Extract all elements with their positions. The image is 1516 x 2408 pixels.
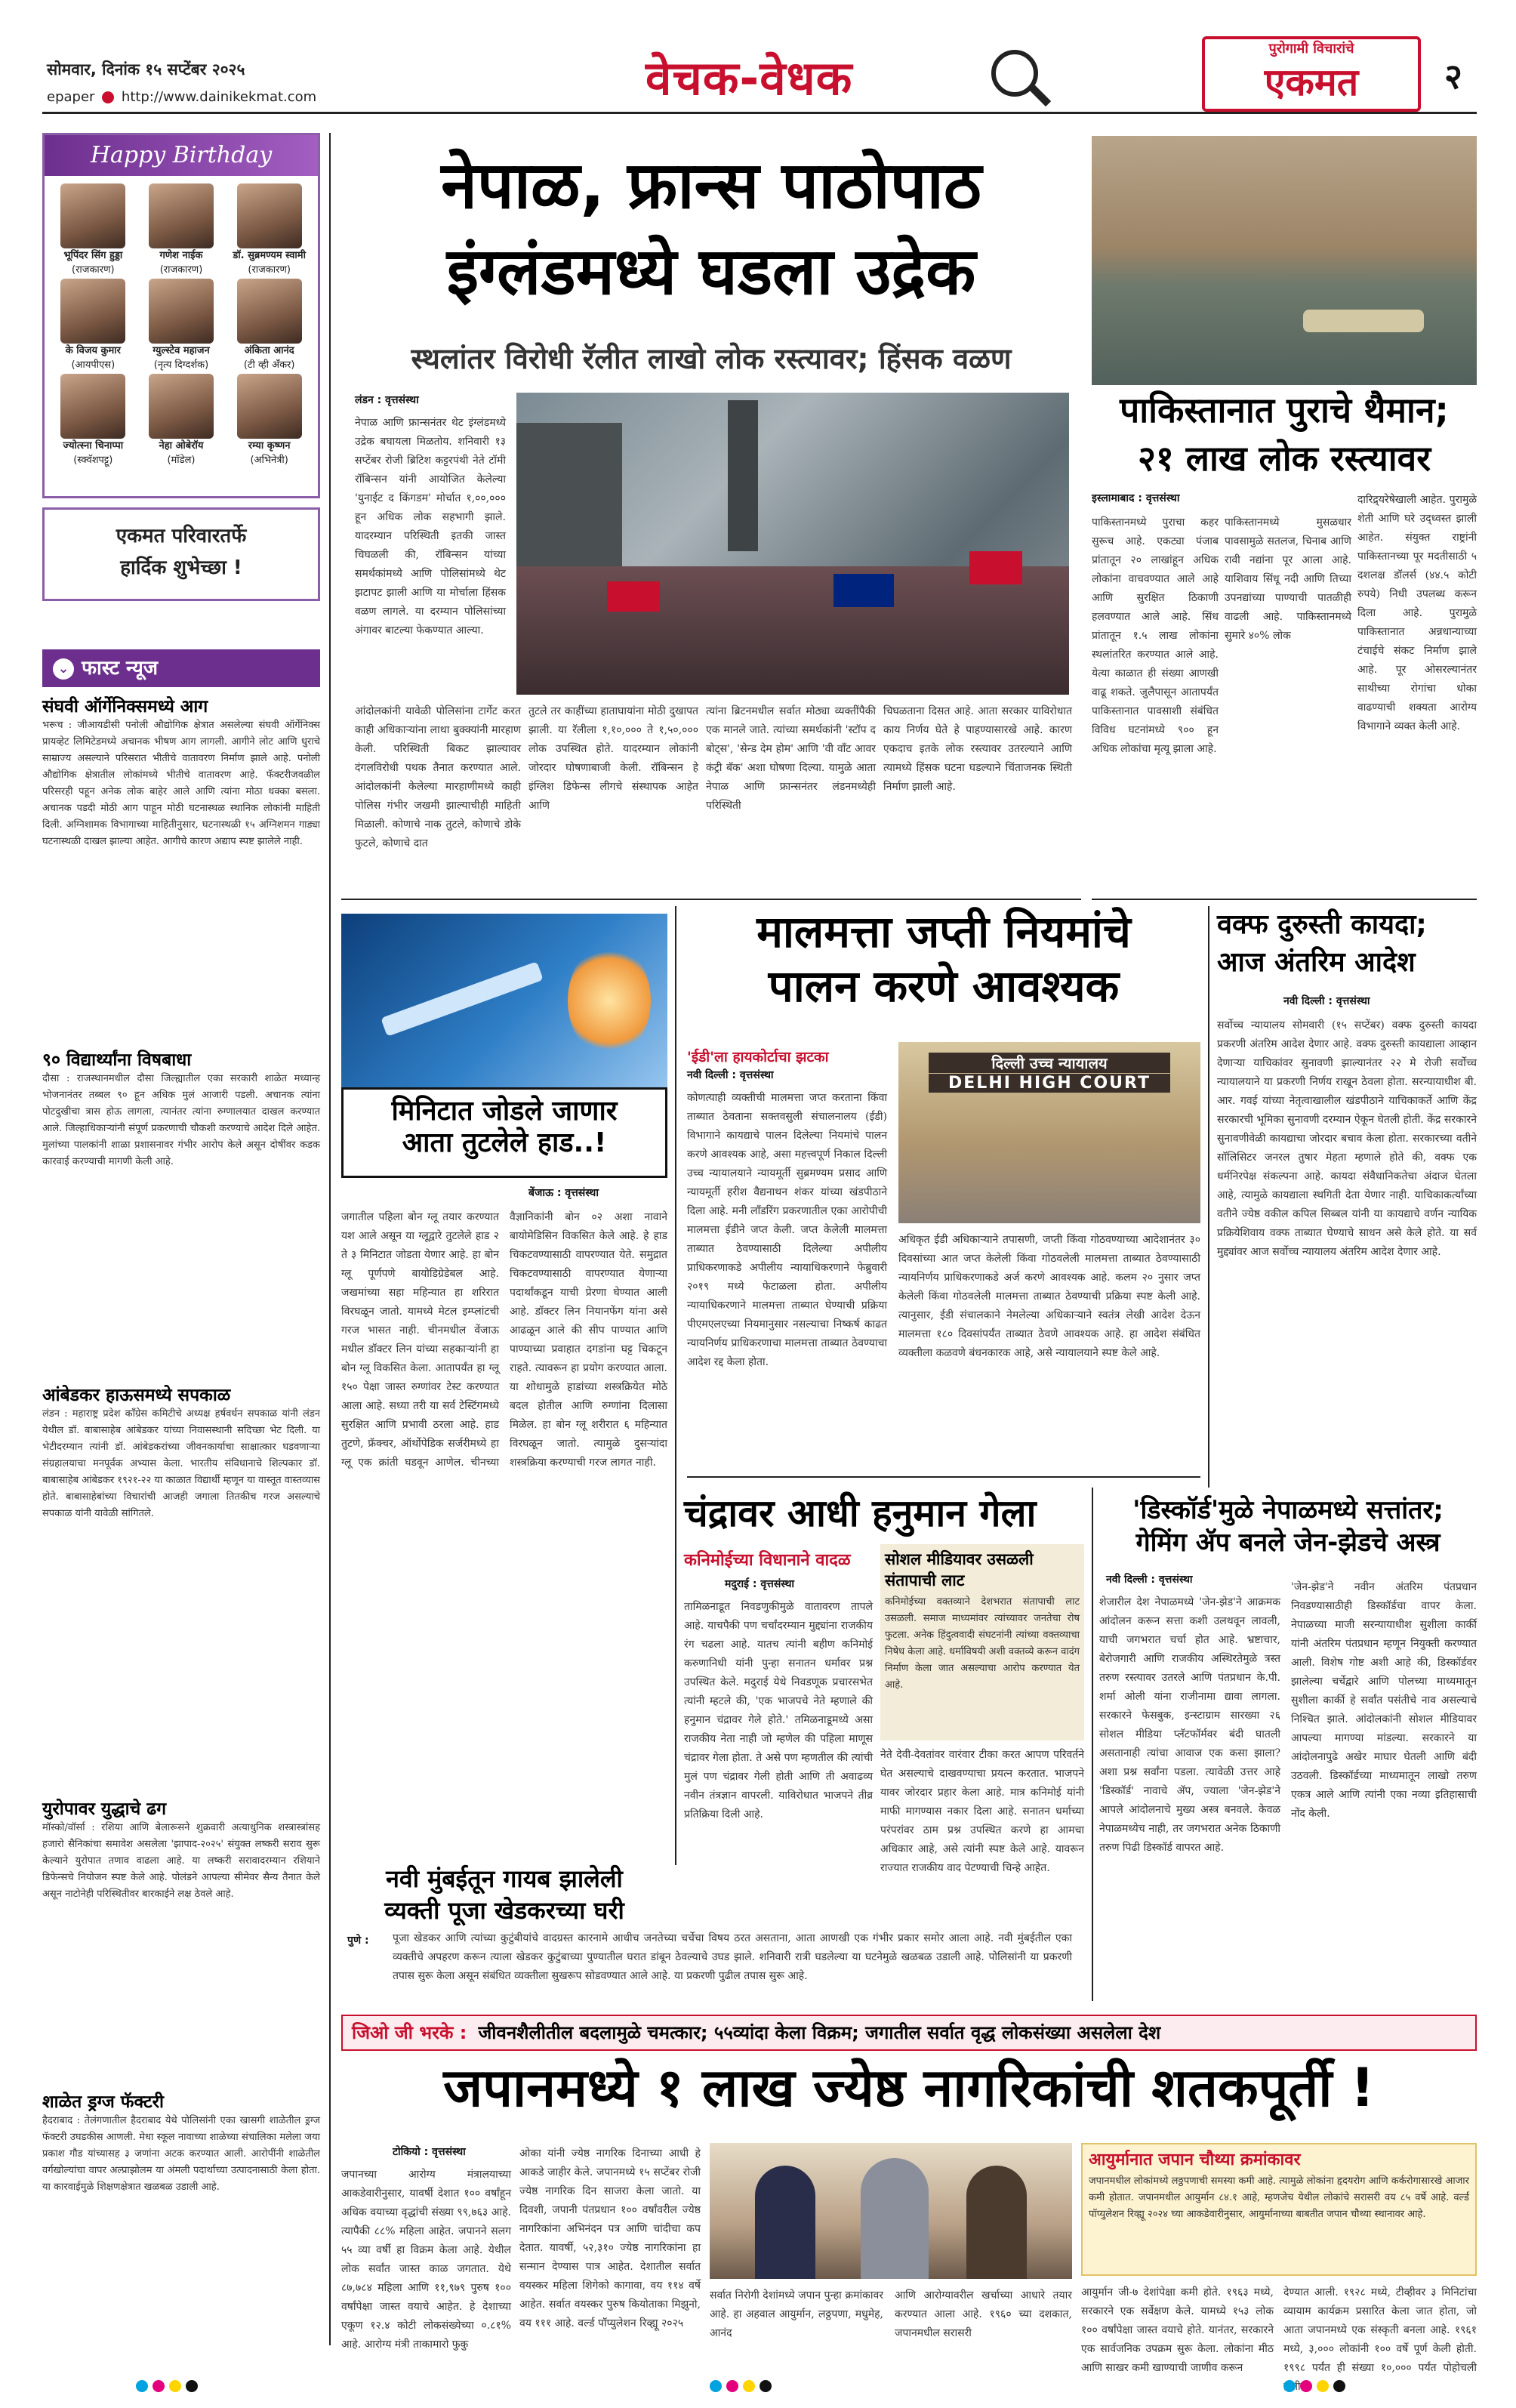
home-icon — [102, 91, 114, 103]
bone-divider — [675, 906, 676, 1865]
pooja-headline-line-2: व्यक्ती पूजा खेडकरच्या घरी — [384, 1896, 624, 1925]
flag-red — [607, 581, 660, 612]
page-number: २ — [1444, 56, 1462, 97]
discord-headline-line-2: गेमिंग ॲप बनले जेन-झेडचे अस्त्र — [1135, 1528, 1441, 1558]
person-name: डॉ. सुब्रमण्यम स्वामी — [233, 250, 306, 261]
court-photo — [898, 1042, 1200, 1223]
wish-line-2: हार्दिक शुभेच्छा ! — [120, 557, 242, 579]
discord-col-1: शेजारील देश नेपाळमध्ये 'जेन-झेड'ने आक्रमक आंदोलन करून सत्ता कशी उलथवून लावली, याची जगभरात चर्चा होत आहे. भ्रष्टाचार, बेरोजगारी आणि राजकीय अस्थिरतेमुळे त्रस्त तरुण रस्त्यावर उतरले आणि पंतप्रधान के.पी. शर्मा ओली यांना राजीनामा द्यावा लागला. सरकारने फेसबुक, इन्स्टाग्राम सारख्या २६ सोशल मीडिया प्लॅटफॉर्मवर बंदी घातली असतानाही त्यांचा आवाज एक कसा झाला? अशा प्रश्न सर्वांना पडला. त्यावेळी उत्तर आहे 'डिस्कॉर्ड' नावाचे ॲप, ज्याला 'जेन-झेड'ने आपले आंदोलनाचे मुख्य अस्त्र बनवले. केवळ नेपाळमध्येच नाही, तर जगभरात अनेक ठिकाणी तरुण पिढी डिस्कॉर्ड वापरत आहे. — [1099, 1596, 1280, 1854]
pakistan-headline-line-1: पाकिस्तानात पुराचे थैमान; — [1120, 390, 1449, 430]
birthday-person — [51, 374, 136, 467]
pooja-dateline: पुणे : — [347, 1935, 369, 1947]
property-kicker: 'ईडी'ला हायकोर्टाचा झटका — [687, 1049, 829, 1065]
news-item-body: लंडन : महाराष्ट्र प्रदेश काँग्रेस कमिटीचे अध्यक्ष हर्षवर्धन सपकाळ यांनी लंडन येथील डॉ. बाबासाहेब आंबेडकर यांच्या निवासस्थानी सदिच्छा भेट दिली. या भेटीदरम्यान त्यांनी डॉ. आंबेडकरांच्या जीवनकार्याचा साक्षात्कार घडवणाऱ्या संग्रहालयाचा मनपूर्वक अभ्यास केला. भारतीय संविधानाचे शिल्पकार डॉ. बाबासाहेब आंबेडकर १९२१-२२ या काळात विद्यार्थी म्हणून या वास्तूत वास्तव्यास होते. बाबासाहेबांच्या विचारांची आजही जगाला तितकीच गरज असल्याचे सपकाळ यांनी यावेळी सांगितले. — [42, 1408, 320, 1519]
pakistan-dateline: इस्लामाबाद : वृत्तसंस्था — [1092, 492, 1180, 504]
news-item — [42, 1047, 320, 1376]
lead-col-1: नेपाळ आणि फ्रान्सनंतर थेट इंग्लंडमध्ये उद्रेक बघायला मिळतोय. शनिवारी १३ सप्टेंबर रोजी ब्रिटिश कट्टरपंथी नेते टॉमी रॉबिन्सन यांनी आयोजित केलेल्या 'युनाईट द किंगडम' मोर्चात १,००,००० हून अधिक लोक सहभागी झाले. यादरम्यान परिस्थिती इतकी जास्त चिघळली की, रॉबिन्सन यांच्या समर्थकांमध्ये आणि पोलिसांमध्ये थेट झटापट झाली आणि या मोर्चाला हिंसक वळण लागले. या दरम्यान पोलिसांच्या अंगावर बाटल्या फेकण्यात आल्या. — [355, 417, 506, 637]
wish-line-1: एकमत परिवारतर्फे — [116, 525, 247, 547]
news-item — [42, 2089, 320, 2338]
property-headline-line-2: पालन करणे आवश्यक — [768, 960, 1120, 1012]
birthday-wish — [42, 507, 320, 601]
japan-col-2: ओका यांनी ज्येष्ठ नागरिक दिनाच्या आधी हे आकडे जाहीर केले. जपानमध्ये १५ सप्टेंबर रोजी ज्येष्ठ नागरिक दिन साजरा केला जातो. या दिवशी, जपानी पंतप्रधान १०० वर्षांवरील ज्येष्ठ नागरिकांना अभिनंदन पत्र आणि चांदीचा कप देतात. यावर्षी, ५२,३१० ज्येष्ठ नागरिकांना हा सन्मान देण्यास पात्र आहेत. देशातील सर्वात वयस्कर महिला शिगेको कागावा, वय ११४ वर्षे आहेत. सर्वात वयस्कर पुरुष कियोताका मिझुनो, वय १११ आहे. वर्ल्ड पॉप्युलेशन रिव्ह्यू २०२५ — [519, 2147, 701, 2329]
color-dot-black — [1333, 2380, 1345, 2392]
bone-dateline: बेंजाऊ : वृत्तसंस्था — [528, 1187, 599, 1199]
discord-dateline: नवी दिल्ली : वृत्तसंस्था — [1106, 1574, 1193, 1586]
parliament-silhouette — [516, 423, 622, 589]
person-name: गणेश नाईक — [159, 250, 203, 261]
birthday-person — [226, 183, 312, 277]
birthday-person — [51, 279, 136, 372]
lead-dateline: लंडन : वृत्तसंस्था — [355, 394, 419, 406]
bone-headline-line-2: आता तुटलेले हाड..! — [402, 1127, 607, 1159]
avatar — [149, 279, 214, 344]
property-headline-line-1: मालमत्ता जप्ती नियमांचे — [756, 906, 1131, 957]
discord-headline-line-1: 'डिस्कॉर्ड'मुळे नेपाळमध्ये सत्तांतर; — [1132, 1495, 1444, 1525]
pakistan-col-1: पाकिस्तानमध्ये पुराचा कहर सुरूच आहे. एकट्या पंजाब प्रांतातून २० लाखांहून अधिक लोकांना वाचवण्यात आले आहे आणि सुरक्षित ठिकाणी हलवण्यात आले आहे. सिंध प्रांतातून १.५ लाख लोकांना स्थलांतरित करण्यात आले आहे. येत्या काळात ही संख्या आणखी वाढू शकते. जुलैपासून आतापर्यंत पाकिस्तानात पावसाशी संबंधित विविध घटनांमध्ये ९०० हून अधिक लोकांचा मृत्यू झाला आहे. — [1092, 516, 1219, 755]
property-col-2: अधिकृत ईडी अधिकाऱ्याने तपासणी, जप्ती किंवा गोठवण्याच्या आदेशानंतर ३० दिवसांच्या आत जप्त केलेली किंवा गोठवलेली मालमत्ता ताब्यात ठेवण्यासाठी न्यायनिर्णय प्राधिकरणाकडे अर्ज करणे आवश्यक आहे. कलम २० नुसार जप्त केलेली किंवा गोठवलेली मालमत्ता ताब्यात ठेवण्याची प्रक्रिया स्पष्ट केली आहे. त्यानुसार, ईडी संचालकाने नेमलेल्या अधिकाऱ्याने स्वतंत्र लेखी आदेश देऊन मालमत्ता १८० दिवसांपर्यंत ताब्यात ठेवणे आवश्यक आहे. हा आदेश संबंधित व्यक्तीला कळवणे बंधनकारक आहे, असे न्यायालयाने स्पष्ट केले आहे. — [898, 1234, 1200, 1359]
avatar — [60, 279, 125, 344]
registration-marks-right — [1283, 2380, 1350, 2395]
court-sign-hi: दिल्ली उच्च न्यायालय — [929, 1053, 1170, 1073]
masthead-box — [1202, 36, 1421, 112]
color-dot-cyan — [1283, 2380, 1296, 2392]
japan-strip — [341, 2015, 1477, 2051]
avatar — [60, 374, 125, 439]
fast-news-list — [42, 693, 320, 2354]
avatar — [149, 183, 214, 248]
person-name: रम्या कृष्णन — [248, 440, 291, 452]
japan-col-4: आणि आरोग्यावरील खर्चाच्या आधारे तयार करण्यात आला आहे. १९६० च्या दशकात, जपानमधील सरासरी — [895, 2289, 1072, 2339]
registration-marks-left — [136, 2380, 202, 2395]
registration-marks-center — [710, 2380, 776, 2395]
pooja-body: पूजा खेडकर आणि त्यांच्या कुटुंबीयांचे वादग्रस्त कारनामे आधीच जनतेच्या चर्चेचा विषय ठरत असताना, आता आणखी एक गंभीर प्रकार समोर आला आहे. नवी मुंबईतील एका व्यक्तीचे अपहरण करून त्याला खेडकर कुटुंबाच्या पुण्यातील घरात डांबून ठेवल्याचे उघड झाले. शनिवारी रात्री घडलेल्या या घटनेमुळे खळबळ उडाली आहे. पोलिसांनी या प्रकरणी तपास सुरू केला असून संबंधित व्यक्तीला सुखरूप सोडवण्यात आले आहे. या प्रकरणी पुढील तपास सुरू आहे. — [393, 1932, 1072, 1982]
japan-headline: जपानमध्ये १ लाख ज्येष्ठ नागरिकांची शतकपूर्ती ! — [443, 2057, 1375, 2119]
waqf-body: सर्वोच्च न्यायालय सोमवारी (१५ सप्टेंबर) वक्फ दुरुस्ती कायदा प्रकरणी अंतरिम आदेश देणार आहे. वक्फ दुरुस्ती कायद्याला आव्हान देणाऱ्या याचिकांवर सुनावणी झाल्यानंतर २२ मे रोजी सर्वोच्च न्यायालयाने या प्रकरणी निर्णय राखून ठेवला होता. सरन्यायाधीश बी. आर. गवई यांच्या नेतृत्वाखालील खंडपीठाने याचिकाकर्ते आणि केंद्र सरकारची भूमिका सुनावणी दरम्यान ऐकून घेतली होती. केंद्र सरकारने सुनावणीवेळी कायद्याचा जोरदार बचाव केला होता. सरकारच्या वतीने सॉलिसिटर जनरल तुषार मेहता म्हणाले होते की, वक्फ एक धर्मनिरपेक्ष संकल्पना आहे. कायदा संवैधानिकतेचा अंदाज घेतला आहे, त्यामुळे कायद्याला स्थगिती देता येणार नाही. याचिकाकर्त्यांच्या वतीने ज्येष्ठ वकील कपिल सिब्बल यांनी या कायद्याचे वर्णन न्यायिक प्रक्रियेशिवाय वक्फ ताब्यात घेण्याचे साधन असे केले होते. या सर्व मुद्द्यांवर आज सर्वोच्च न्यायालय अंतरिम आदेश देणार आहे. — [1217, 1019, 1477, 1258]
person-name: नेहा ओबेरॉय — [159, 440, 204, 452]
color-dot-yellow — [169, 2380, 181, 2392]
japan-col-5: आयुर्मान जी-७ देशांपेक्षा कमी होते. १९६३ मध्ये, सरकारने एक सर्वेक्षण केले. यामध्ये १५३ लोक १०० वर्षांपेक्षा जास्त वयाचे होते. यानंतर, सरकारने एक सार्वजनिक उपक्रम सुरू केला. लोकांना मीठ आणि साखर कमी खाण्याची जाणीव करून — [1081, 2286, 1274, 2374]
person-name: भूपिंदर सिंग हुड्डा — [63, 250, 123, 261]
news-item-body: हैदराबाद : तेलंगणातील हैदराबाद येथे पोलिसांनी एका खासगी शाळेतील ड्रग्ज फॅक्टरी उघडकीस आणली. मेधा स्कूल नावाच्या शाळेच्या संचालिका मलेला जया प्रकाश गौड यांच्यासह ३ जणांना अटक करण्यात आली. आरोपींनी शाळेतील वर्गखोल्यांचा वापर अल्प्राझोलम या अंमली पदार्थाच्या उत्पादनासाठी केला होता. या कारवाईमुळे शिक्षणक्षेत्रात खळबळ उडाली आहे. — [42, 2115, 320, 2193]
news-item-body: भरूच : जीआयडीसी पनोली औद्योगिक क्षेत्रात असलेल्या संघवी ऑर्गेनिक्स प्रायव्हेट लिमिटेडमध्ये अचानक भीषण आग लागली. आगीने लोट आणि धुराचे साम्राज्य असल्याने परिसरात भीतीचे वातावरण निर्माण झाले आहे. पनोली औद्योगिक क्षेत्रातील लोकांमध्ये भीतीचे वातावरण आहे. फॅक्टरीजवळील परिसरही पहून अनेक लोक बाहेर आले आणि त्यांना मोठा धक्का बसला. अचानक पडदी मोठी आग पाहून मोठी घटनास्थळ स्थानिक लोकांनी माहिती दिली. अग्निशामक विभागाच्या माहितीनुसार, घटनास्थळी १५ अग्निशमन गाड्या घटनास्थळी दाखल झाल्या आहेत. आगीचे कारण अद्याप स्पष्ट झालेले नाही. — [42, 720, 320, 847]
crowd-band — [516, 566, 1069, 695]
japan-side-kicker: आयुर्मानात जपान चौथ्या क्रमांकावर — [1089, 2151, 1301, 2169]
epaper-label: epaper — [47, 89, 95, 105]
hanuman-dateline: मदुराई : वृत्तसंस्था — [725, 1578, 795, 1590]
pakistan-col-2: पाकिस्तानमध्ये मुसळधार पावसामुळे सतलज, चिनाब आणि रावी नद्यांना पूर आला आहे. याशिवाय सिंधू नदी आणि तिच्या उपनद्यांच्या पाण्याची पातळीही वाढली आहे. पाकिस्तानमध्ये सुमारे ४०% लोक — [1225, 516, 1351, 642]
birthday-person — [139, 279, 224, 372]
person-role: (स्क्वॅशपट्टू) — [73, 455, 113, 466]
news-item-headline: युरोपावर युद्धाचे ढग — [42, 1799, 167, 1819]
bone-photo — [341, 914, 667, 1087]
person-name: के विजय कुमार — [65, 345, 121, 356]
birthday-person — [139, 183, 224, 277]
birthday-box — [42, 133, 320, 498]
pakistan-headline-line-2: २१ लाख लोक रस्त्यावर — [1137, 438, 1431, 479]
hanuman-kicker: कनिमोईच्या विधानाने वादळ — [684, 1551, 851, 1570]
avatar — [237, 279, 302, 344]
strip-label: जिओ जी भरके : — [352, 2022, 467, 2043]
property-divider — [687, 1476, 1200, 1478]
news-item — [42, 1796, 320, 2083]
person-name: ग्युल्स्टेव महाजन — [153, 345, 210, 356]
pooja-headline-line-1: नवी मुंबईतून गायब झालेली — [386, 1864, 623, 1893]
birthday-person — [139, 374, 224, 467]
color-dot-black — [186, 2380, 198, 2392]
japan-col-3: सर्वात निरोगी देशांमध्ये जपान पुन्हा क्रमांकावर आहे. हा अहवाल आयुर्मान, लठ्ठपणा, मधुमेह, आनंद — [710, 2289, 883, 2339]
person-silhouette — [966, 2166, 1027, 2279]
birthday-person — [226, 374, 312, 467]
lead-headline-line-1: नेपाळ, फ्रान्स पाठोपाठ — [441, 148, 981, 224]
person-name: अंकिता आनंद — [244, 345, 294, 356]
color-dot-yellow — [1317, 2380, 1329, 2392]
avatar — [149, 374, 214, 439]
news-item-body: मॉस्को/वॉर्सा : रशिया आणि बेलारूसने शुक्रवारी अत्याधुनिक शस्त्रास्त्रांसह हजारो सैनिकांचा समावेश असलेला 'झापाद-२०२५' संयुक्त लष्करी सराव सुरू केल्याने युरोपात तणाव वाढला आहे. या लष्करी सरावादरम्यान रशियाने डिफेन्सचे नियोजन स्पष्ट केले आहे. पोलंडने आपल्या सीमेवर सैन्य तैनात केले असून नाटोनेही परिस्थितीवर बारकाईने लक्ष ठेवले आहे. — [42, 1822, 320, 1900]
person-silhouette — [861, 2158, 929, 2279]
social-body: कनिमोईच्या वक्तव्याने देशभरात संतापाची लाट उसळली. समाज माध्यमांवर त्यांच्यावर जनतेचा रोष फुटला. अनेक हिंदुत्ववादी संघटनांनी त्यांच्या वक्तव्याचा निषेध केला आहे. धर्माविषयी अशी वक्तव्ये करून वादंग निर्माण केला जात असल्याचा आरोप करण्यात येत आहे. — [885, 1596, 1080, 1691]
masthead-brand: एकमत — [1264, 60, 1359, 104]
person-silhouette — [755, 2166, 815, 2279]
rescue-boat — [1303, 310, 1424, 332]
color-dot-magenta — [1300, 2380, 1312, 2392]
court-sign-en: DELHI HIGH COURT — [929, 1074, 1170, 1093]
birthday-grid — [45, 176, 318, 475]
japan-side-box — [1081, 2143, 1477, 2276]
chevron-down-icon: ⌄ — [53, 658, 74, 680]
color-dot-yellow — [743, 2380, 755, 2392]
news-item — [42, 693, 320, 1041]
person-name: ज्योत्स्ना चिनाप्पा — [63, 440, 124, 452]
lead-col-5: चिघळताना दिसत आहे. आता सरकार याविरोधात काय निर्णय घेते हे पाहण्यासारखे आहे. कारण एकदाच इतके लोक रस्त्यावर उतरल्याने आणि त्यामध्ये हिंसक घटना घडल्याने चिंताजनक स्थिती निर्माण झाली आहे. — [883, 705, 1072, 793]
fast-news-title-bar — [42, 649, 320, 687]
property-dateline: नवी दिल्ली : वृत्तसंस्था — [687, 1069, 774, 1081]
hanuman-body: तामिळनाडूत निवडणुकीमुळे वातावरण तापले आहे. याचपैकी पण चर्चांदरम्यान मुद्द्यांना राजकीय रंग चढला आहे. यातच त्यांनी बहीण कनिमोई करुणानिधी यांनी पुन्हा सनातन धर्मावर प्रश्न उपस्थित केले. मदुराई येथे निवडणूक प्रचारसभेत त्यांनी म्हटले की, 'एक भाजपचे नेते म्हणाले की हनुमान चंद्रावर गेले होते.' तमिळनाडूमध्ये असा राजकीय नेता नाही जो म्हणेल की पहिला माणूस चंद्रावर गेला होता. ते असे पण म्हणतील की त्यांची मुलं पण चंद्रावर गेली होती आणि ती अवाढव्य नवीन तंत्रज्ञान वापरली. याविरोधात भाजपने तीव्र प्रतिक्रिया दिली आहे. — [684, 1601, 873, 1821]
lead-col-3: तुटले तर काहींच्या हाताघायांना मोठी दुखापत झाली. या रॅलीला १,१०,००० ते १,५०,००० लोक उपस्थित होते. यादरम्यान लोकांनी जोरदार घोषणाबाजी केली. रॉबिन्सन हे इंग्लिश डिफेन्स लीगचे संस्थापक आहेत आणि — [528, 705, 698, 812]
epaper-link[interactable] — [47, 89, 316, 105]
section-title-text: वेचक-वेधक — [646, 51, 853, 106]
syringe-shape — [381, 961, 544, 1037]
birthday-title: Happy Birthday — [45, 135, 318, 176]
magnifier-handle — [1030, 85, 1051, 106]
property-col-1: कोणत्याही व्यक्तीची मालमत्ता जप्त करताना किंवा ताब्यात ठेवताना सक्तवसुली संचालनालय (ईडी) विभागाने कायद्याचे पालन दिलेल्या नियमांचे पालन करणे आवश्यक आहे, असा महत्त्वपूर्ण निकाल दिल्ली उच्च न्यायालयाने न्यायमूर्ती सुब्रमण्यम प्रसाद आणि न्यायमूर्ती हरीश वैद्यनाथन शंकर यांच्या खंडपीठाने दिला आहे. मनी लाँडरिंग प्रकरणातील एका आरोपीची मालमत्ता ईडीने जप्त केली. जप्त केलेली मालमत्ता ताब्यात ठेवण्यासाठी दिलेल्या अपीलीय प्राधिकरणाकडे अपीलीय न्यायाधिकरणाने फेब्रुवारी २०१९ मध्ये फेटाळला होता. अपीलीय न्यायाधिकरणाने मालमत्ता ताब्यात घेण्याची प्रक्रिया पीएमएलएच्या नियमानुसार नसल्याचा निष्कर्ष काढत न्यायनिर्णय प्राधिकरणाचा मालमत्ता ताब्यात ठेवण्याचा आदेश रद्द केला होता. — [687, 1092, 887, 1368]
avatar — [237, 374, 302, 439]
birthday-person — [226, 279, 312, 372]
person-role: (अभिनेत्री) — [250, 455, 288, 466]
bone-headline-box — [341, 1087, 667, 1178]
person-role: (टी व्ही अँकर) — [243, 359, 295, 371]
lead-photo — [516, 393, 1069, 695]
flag-red — [969, 551, 1022, 584]
flag-blue — [833, 574, 894, 607]
pakistan-col-3: दारिद्र्यरेषेखाली आहेत. पुरामुळे शेती आणि घरे उद्ध्वस्त झाली आहेत. संयुक्त राष्ट्रांनी पाकिस्तानच्या पूर मदतीसाठी ५ दशलक्ष डॉलर्स (४४.५ कोटी रुपये) निधी उपलब्ध करून दिला आहे. पुरामुळे पाकिस्तानात अन्नधान्याच्या टंचाईचे संकट निर्माण झाले आहे. पूर ओसरल्यानंतर साथीच्या रोगांचा धोका वाढण्याची शक्यता आरोग्य विभागाने व्यक्त केली आहे. — [1357, 494, 1477, 732]
waqf-dateline: नवी दिल्ली : वृत्तसंस्था — [1283, 995, 1370, 1007]
avatar — [237, 183, 302, 248]
masthead-tagline: पुरोगामी विचारांचे — [1268, 41, 1354, 57]
lead-divider — [341, 899, 1081, 900]
flood-photo — [1092, 136, 1477, 385]
discord-divider — [1092, 1488, 1093, 2001]
news-item-headline: शाळेत ड्रग्ज फॅक्टरी — [42, 2092, 165, 2112]
japan-col-6: देण्यात आली. १९२८ मध्ये, टीव्हीवर ३ मिनिटांचा व्यायाम कार्यक्रम प्रसारित केला जात होता, जो आता जपानमध्ये एक संस्कृती बनला आहे. १९६१ मध्ये, ३,००० लोकांनी १०० वर्षे पूर्ण केली होती. १९९८ पर्यंत ही संख्या १०,००० पर्यंत पोहोचली — [1283, 2286, 1477, 2374]
japan-dateline: टोकियो : वृत्तसंस्था — [393, 2146, 466, 2158]
sidebar-divider — [329, 133, 331, 2345]
waqf-divider-left — [1208, 906, 1209, 1488]
news-item — [42, 1382, 320, 1790]
color-dot-magenta — [726, 2380, 738, 2392]
person-role: (राजकारण) — [72, 264, 115, 276]
japan-col-1: जपानच्या आरोग्य मंत्रालयाच्या आकडेवारीनुसार, यावर्षी देशात १०० वर्षांहून अधिक वयाच्या वृद्धांची संख्या ९९,७६३ आहे. त्यापैकी ८८% महिला आहेत. जपानने सलग ५५ व्या वर्षी हा विक्रम केला आहे. येथील लोक सर्वांत जास्त काळ जगतात. येथे ८७,७८४ महिला आणि ११,९७९ पुरुष १०० वर्षांपेक्षा जास्त वयाचे आहेत. हे देशाच्या एकूण १२.४ कोटी लोकसंख्येच्या ०.८१% आहे. आरोग्य मंत्री ताकामारो फुकु — [341, 2169, 511, 2351]
hanuman-headline: चंद्रावर आधी हनुमान गेला — [684, 1491, 1037, 1535]
bone-headline-line-1: मिनिटात जोडले जाणार — [391, 1096, 618, 1127]
lead-col-2: आंदोलकांनी यावेळी पोलिसांना टार्गेट करत काही अधिकाऱ्यांना लाथा बुक्क्यांनी मारहाण केली. परिस्थिती बिकट झाल्यावर दंगलविरोधी पथक तैनात करण्यात आले. आंदोलकांनी केलेल्या मारहाणीमध्ये काही पोलिस गंभीर जखमी झाल्याचीही माहिती मिळाली. कोणाचे नाक तुटले, कोणाचे डोके फुटले, कोणाचे दात — [355, 705, 521, 849]
birthday-person — [51, 183, 136, 277]
section-title — [646, 45, 1038, 106]
discord-col-2: 'जेन-झेड'ने नवीन अंतरिम पंतप्रधान निवडण्यासाठीही डिस्कॉर्डचा वापर केला. नेपाळच्या माजी सरन्यायाधीश सुशीला कार्की यांनी अंतरिम पंतप्रधान म्हणून नियुक्ती करण्यात आली. विशेष गोष्ट अशी आहे की, डिस्कॉर्डवर झालेल्या चर्चेद्वारे आणि पोलच्या माध्यमातून सुशीला कार्की हे सर्वांत पसंतीचे नाव असल्याचे निश्चित झाले. आंदोलकांनी सोशल मीडियावर आपल्या मागण्या मांडल्या. सरकारने या आंदोलनापुढे अखेर माघार घेतली आणि बंदी उठवली. डिस्कॉर्डच्या माध्यमातून लाखो तरुण एकत्र आले आणि त्यांनी एका नव्या इतिहासाची नोंद केली. — [1291, 1581, 1477, 1820]
news-item-body: दौसा : राजस्थानमधील दौसा जिल्ह्यातील एका सरकारी शाळेत मध्यान्ह भोजनानंतर तब्बल ९० हून अधिक मुलं आजारी पडली. अचानक त्यांना पोटदुखीचा त्रास होऊ लागला, त्यानंतर त्यांना रुग्णालयात दाखल करण्यात आले. जिल्हाधिकाऱ्यांनी संपूर्ण प्रकरणाची चौकशी करण्याचे आदेश दिले आहेत. मुलांच्या पालकांनी शाळा प्रशासनावर गंभीर आरोप केले असून दोषींवर कडक कारवाई करण्याची मागणी केली आहे. — [42, 1073, 320, 1167]
person-role: (राजकारण) — [248, 264, 291, 276]
news-item-headline: ९० विद्यार्थ्यांना विषबाधा — [42, 1050, 192, 1070]
person-role: (आयपीएस) — [71, 359, 116, 371]
news-item-headline: आंबेडकर हाऊसमध्ये सपकाळ — [42, 1386, 231, 1405]
elderly-photo — [710, 2143, 1072, 2279]
header-rule — [42, 112, 1477, 114]
site-url[interactable]: http://www.dainikekmat.com — [121, 89, 317, 105]
fast-news-title: फास्ट न्यूज — [82, 657, 159, 680]
issue-date: सोमवार, दिनांक १५ सप्टेंबर २०२५ — [47, 60, 245, 79]
hanuman-body-2: नेते देवी-देवतांवर वारंवार टीका करत आपण परिवर्तने घेत असल्याचे दाखवण्याचा प्रयत्न करतात. भाजपने यावर जोरदार प्रहार केला आहे. मात्र कनिमोई यांनी माफी मागण्यास नकार दिला आहे. सनातन धर्माच्या परंपरांवर ठाम प्रश्न उपस्थित करणे हा आमचा अधिकार आहे, असे त्यांनी स्पष्ट केले आहे. यावरून राज्यात राजकीय वाद पेटण्याची चिन्हे आहेत. — [880, 1749, 1084, 1874]
lead-subhead: स्थलांतर विरोधी रॅलीत लाखो लोक रस्त्यावर; हिंसक वळण — [411, 342, 1012, 375]
color-dot-magenta — [153, 2380, 165, 2392]
japan-side-body: जपानमधील लोकांमध्ये लठ्ठपणाची समस्या कमी आहे. त्यामुळे लोकांना हृदयरोग आणि कर्करोगासारखे आजार कमी होतात. जपानमधील आयुर्मान ८४.१ आहे, म्हणजेच येथील लोकांचे सरासरी वय ८५ वर्षे आहे. वर्ल्ड पॉप्युलेशन रिव्ह्यू २०२४ च्या आकडेवारीनुसार, आयुर्मानाच्या बाबतीत जपान चौथ्या स्थानावर आहे. — [1089, 2175, 1469, 2220]
bone-body: जगातील पहिला बोन ग्लू तयार करण्यात यश आले असून या ग्लूद्वारे तुटलेले हाड २ ते ३ मिनिटात जोडता येणार आहे. हा बोन ग्लू पूर्णपणे बायोडिग्रेडेबल आहे. जखमांच्या सहा महिन्यात हा शरिरात विरघळून जातो. यामध्ये मेटल इम्प्लांटची गरज भासत नाही. चीनमधील वेंजाऊ मधील डॉक्टर लिन यांच्या सहकाऱ्यांनी हा बोन ग्लू विकसित केला. आतापर्यंत हा ग्लू १५० पेक्षा जास्त रुग्णांवर टेस्ट करण्यात आला आहे. सध्या तरी या सर्व टेस्टिंगमध्ये सुरक्षित आणि प्रभावी ठरला आहे. हाड तुटणे, फ्रॅक्चर, ऑर्थोपेडिक सर्जरीमध्ये हा ग्लू एक क्रांती घडवून आणेल. चीनच्या वैज्ञानिकांनी बोन ०२ अशा नावाने बायोमेडिसिन विकसित केले आहे. हे हाड चिकटवण्यासाठी वापरण्यात येते. समुद्रात चिकटवण्यासाठी वापरण्यात येणाऱ्या पदार्थांकडून याची प्रेरणा घेण्यात आली आहे. डॉक्टर लिन नियानफेंग यांना असे आढळून आले की सीप पाण्यात आणि पाण्याच्या प्रवाहात दगडांना घट्ट चिकटून राहते. त्यावरून हा प्रयोग करण्यात आला. या शोधामुळे हाडांच्या शस्त्रक्रियेत मोठे बदल होतील आणि रुग्णांना दिलासा मिळेल. हा बोन ग्लू शरीरात ६ महिन्यात विरघळून जातो. त्यामुळे दुसऱ्यांदा शस्त्रक्रिया करण्याची गरज लागत नाही. — [341, 1211, 667, 1469]
color-dot-black — [760, 2380, 772, 2392]
page-header — [0, 0, 1516, 113]
pakistan-divider — [1092, 899, 1477, 900]
person-role: (नृत्य दिग्दर्शक) — [153, 359, 209, 371]
avatar — [60, 183, 125, 248]
lead-headline-line-2: इंग्लंडमध्ये घडला उद्रेक — [446, 234, 976, 310]
strip-text: जीवनशैलीतील बदलामुळे चमत्कार; ५५व्यांदा केला विक्रम; जगातील सर्वात वृद्ध लोकसंख्या असलेला देश — [478, 2022, 1161, 2043]
social-kicker: सोशल मीडियावर उसळली संतापाची लाट — [885, 1550, 1034, 1589]
big-ben-silhouette — [728, 400, 758, 551]
person-role: (राजकारण) — [159, 264, 203, 276]
color-dot-cyan — [710, 2380, 722, 2392]
person-role: (मॉडेल) — [167, 455, 196, 466]
waqf-headline-line-2: आज अंतरिम आदेश — [1217, 947, 1416, 978]
knee-glow — [568, 944, 651, 1057]
social-box — [880, 1544, 1084, 1740]
lead-col-4: त्यांना ब्रिटनमधील सर्वात मोठ्या व्यक्तींपैकी एक मानले जाते. त्यांच्या समर्थकांनी 'स्टॉप द बोट्स', 'सेन्ड देम होम' आणि 'वी वॉंट आवर कंट्री बॅक' अशा घोषणा दिल्या. यामुळे आता नेपाळ आणि फ्रान्सनंतर लंडनमध्येही परिस्थिती — [706, 705, 876, 812]
color-dot-cyan — [136, 2380, 148, 2392]
news-item-headline: संघवी ऑर्गेनिक्समध्ये आग — [42, 697, 208, 717]
waqf-headline-line-1: वक्फ दुरुस्ती कायदा; — [1217, 909, 1427, 940]
